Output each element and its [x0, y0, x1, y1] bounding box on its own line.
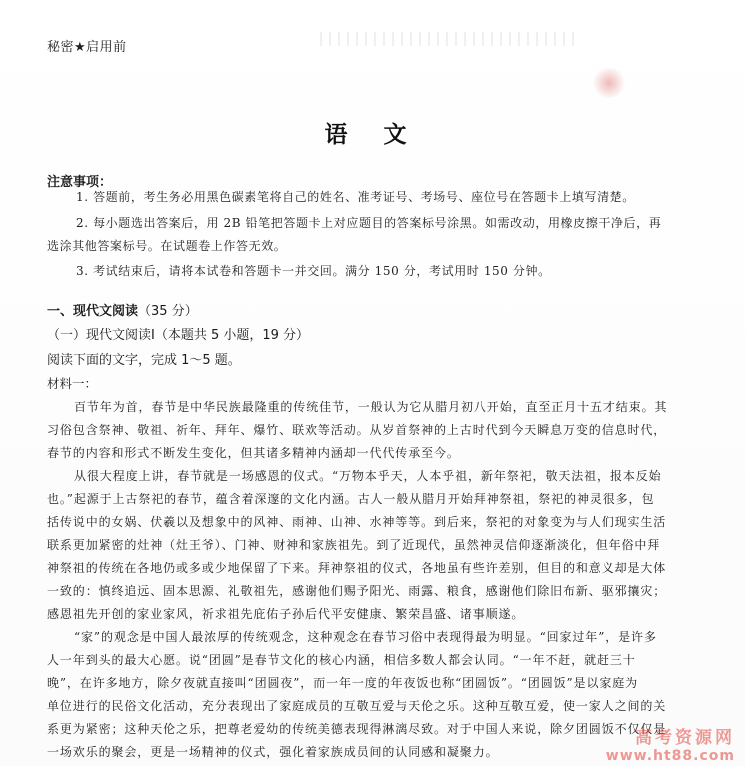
section-heading	[47, 300, 198, 319]
passage-line: “家”的观念是中国人最浓厚的传统观念，这种观念在春节习俗中表现得最为明显。“回家过年”，是许多	[74, 630, 657, 644]
material-label: 材料一：	[47, 376, 98, 391]
passage-line: 一致的：慎终追远、固本思源、礼敬祖先，感谢他们赐予阳光、雨露、粮食，感谢他们除旧布新、驱邪攘灾；	[47, 584, 667, 598]
notice-item-2: 2. 每小题选出答案后，用 2B 铅笔把答题卡上对应题目的答案标号涂黑。如需改动，用橡皮擦干净后，再	[76, 216, 662, 230]
reading-instruction: 阅读下面的文字，完成 1～5 题。	[47, 353, 241, 368]
scan-artifact	[320, 32, 580, 46]
notice-item-3: 3. 考试结束后，请将本试卷和答题卡一并交回。满分 150 分，考试用时 150 分钟。	[76, 264, 551, 278]
watermark-text: 高考资源网	[635, 728, 735, 748]
passage-line: 也。”起源于上古祭祀的春节，蕴含着深邃的文化内涵。古人一般从腊月开始拜神祭祖，祭祀的神灵很多，包	[47, 492, 655, 506]
watermark-url: www.ht88.com	[605, 748, 735, 764]
notice-heading: 注意事项：	[47, 175, 113, 190]
subsection-heading: （一）现代文阅读Ⅰ（本题共 5 小题，19 分）	[47, 328, 310, 343]
passage-line: 一场欢乐的聚会，更是一场精神的仪式，强化着家族成员间的认同感和凝聚力。	[47, 745, 499, 759]
passage-line: 从很大程度上讲，春节就是一场感恩的仪式。“万物本乎天，人本乎祖，新年祭祀，敬天法祖，报本反始	[74, 469, 662, 483]
passage-line: 联系更加紧密的灶神（灶王爷）、门神、财神和家族祖先。到了近现代，虽然神灵信仰逐渐淡化，但年俗中拜	[47, 538, 661, 552]
section-title: 一、现代文阅读	[47, 304, 139, 319]
passage-line: 习俗包含祭神、敬祖、祈年、拜年、爆竹、联欢等活动。从岁首祭神的上古时代到今天瞬息万变的信息时代，	[47, 423, 667, 437]
passage-line: 系更为紧密；这种天伦之乐，把尊老爱幼的传统美德表现得淋漓尽致。对于中国人来说，除夕团圆饭不仅仅是	[47, 722, 667, 736]
site-watermark	[606, 723, 735, 764]
red-ink-mark	[591, 68, 627, 98]
passage-line: 括传说中的女娲、伏羲以及想象中的风神、雨神、山神、水神等等。到后来，祭祀的对象变为与人们现实生活	[47, 515, 667, 529]
confidential-label: 秘密★启用前	[47, 40, 127, 55]
passage-line: 人一年到头的最大心愿。说“团圆”是春节文化的核心内涵，相信多数人都会认同。“一年不赶，就赶三十	[47, 653, 636, 667]
passage-line: 晚”，在许多地方，除夕夜就直接叫“团圆夜”，而一年一度的年夜饭也称“团圆饭”。“团圆饭”是以家庭为	[47, 676, 639, 690]
section-score: （35 分）	[138, 304, 198, 319]
notice-item-2-cont: 选涂其他答案标号。在试题卷上作答无效。	[47, 239, 287, 253]
passage-line: 感恩祖先开创的家业家风，祈求祖先庇佑子孙后代平安健康、繁荣昌盛、诸事顺遂。	[47, 607, 525, 621]
page-title: 语 文	[324, 121, 421, 148]
passage-line: 百节年为首，春节是中华民族最隆重的传统佳节，一般认为它从腊月初八开始，直至正月十五才结束。其	[74, 400, 668, 414]
passage-line: 单位进行的民俗文化活动，充分表现出了家庭成员的互敬互爱与天伦之乐。这种互敬互爱，使一家人之间的关	[47, 699, 667, 713]
passage-line: 神祭祖的传统在各地仍或多或少地保留了下来。拜神祭祖的仪式，各地虽有些许差别，但目的和意义却是大体	[47, 561, 667, 575]
passage-line: 春节的内容和形式不断发生变化，但其诸多精神内涵却一代代传承至今。	[47, 446, 460, 460]
notice-item-1: 1. 答题前，考生务必用黑色碳素笔将自己的姓名、准考证号、考场号、座位号在答题卡上填写清楚。	[76, 190, 635, 204]
